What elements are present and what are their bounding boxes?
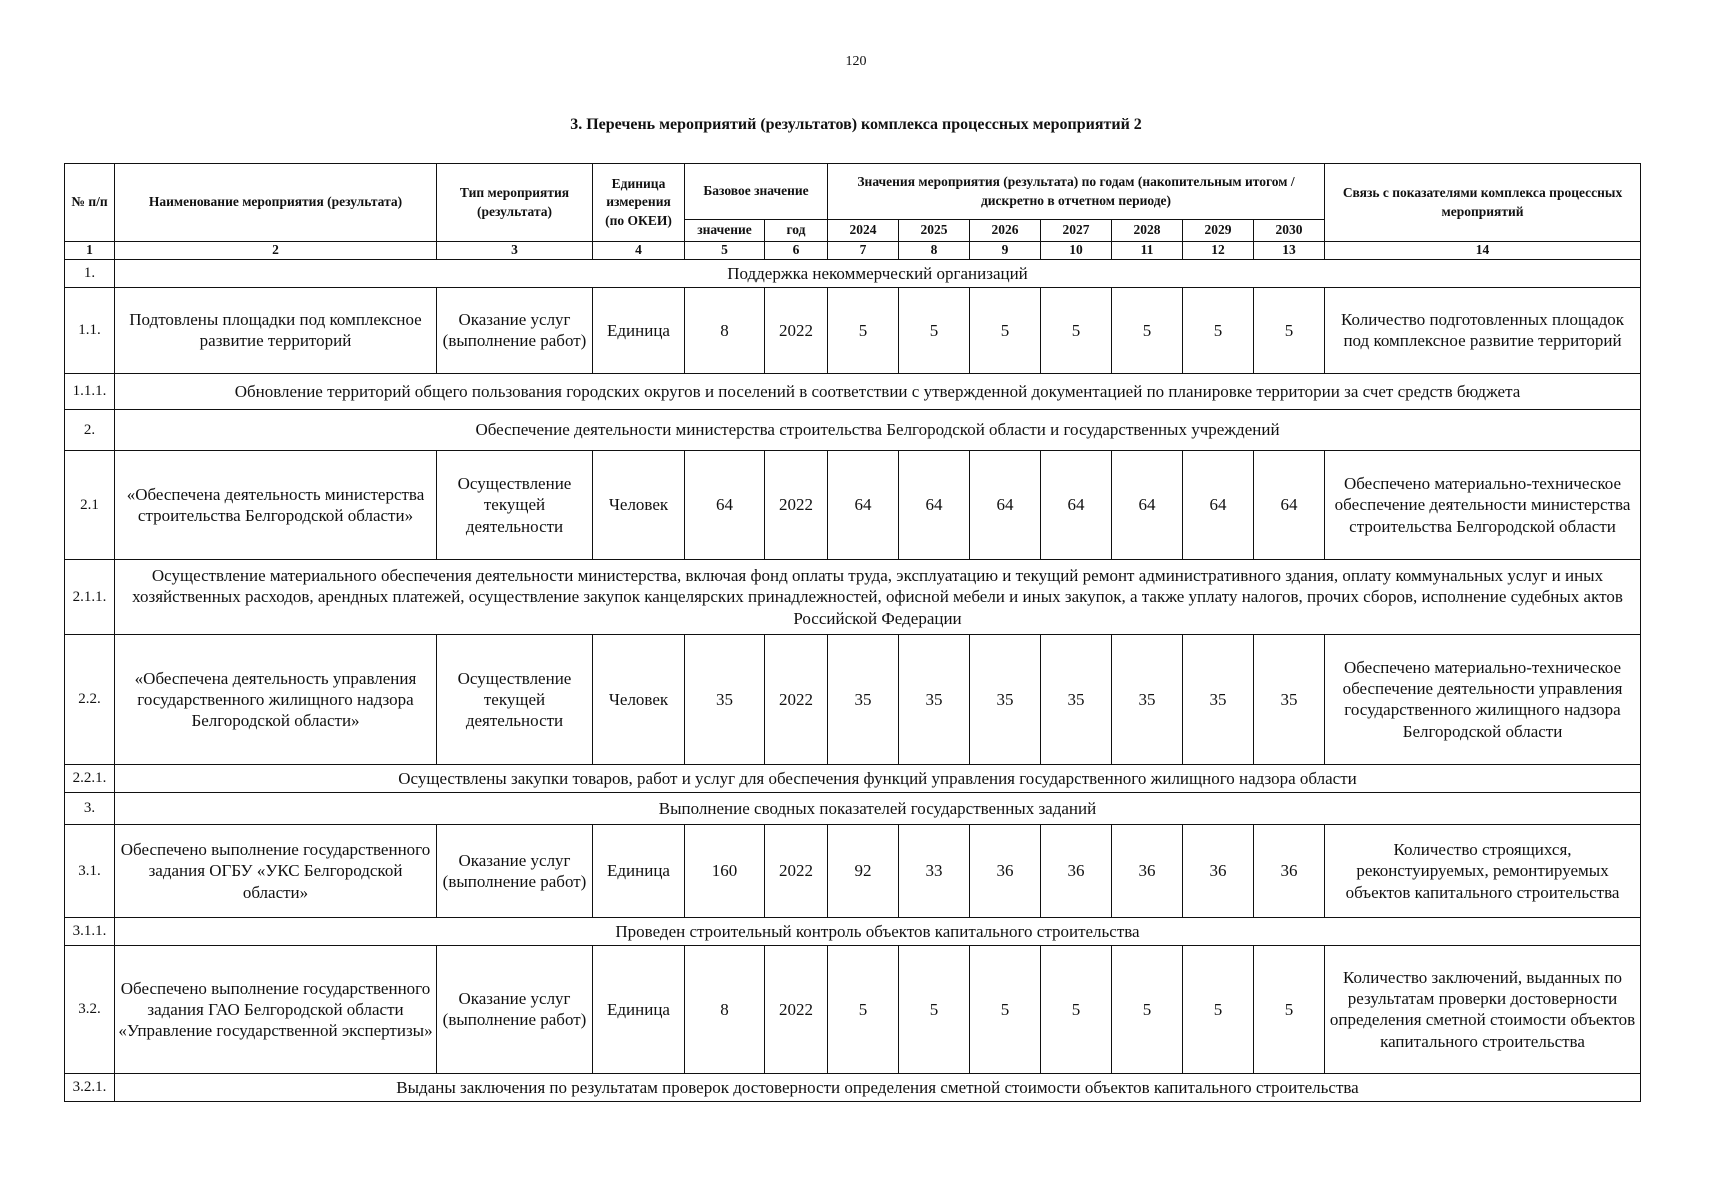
header-years-group: Значения мероприятия (результата) по годам (накопительным итогом / дискретно в отчетном периоде) [828, 164, 1325, 220]
item-name: «Обеспечена деятельность управления государственного жилищного надзора Белгородской области» [115, 634, 437, 764]
item-link: Обеспечено материально-техническое обеспечение деятельности министерства строительства Белгородской области [1325, 450, 1641, 559]
item-year-value: 5 [899, 945, 970, 1073]
item-name: Обеспечено выполнение государственного задания ГАО Белгородской области «Управление государственной экспертизы» [115, 945, 437, 1073]
column-number: 7 [828, 242, 899, 260]
item-link: Обеспечено материально-техническое обеспечение деятельности управления государственного жилищного надзора Белгородской области [1325, 634, 1641, 764]
section-row [65, 409, 1641, 450]
header-name: Наименование мероприятия (результата) [115, 164, 437, 242]
column-number: 1 [65, 242, 115, 260]
column-number: 4 [593, 242, 685, 260]
item-unit: Единица [593, 945, 685, 1073]
item-type: Оказание услуг (выполнение работ) [437, 824, 593, 917]
item-year-value: 64 [1254, 450, 1325, 559]
subitem-text: Обновление территорий общего пользования городских округов и поселений в соответствии с утвержденной документацией по планировке территории за счет средств бюджета [115, 373, 1641, 409]
item-year-value: 64 [899, 450, 970, 559]
item-type: Осуществление текущей деятельности [437, 450, 593, 559]
item-type: Осуществление текущей деятельности [437, 634, 593, 764]
section-row [65, 792, 1641, 824]
column-numbers-row [65, 242, 1641, 260]
subitem-text: Осуществлены закупки товаров, работ и услуг для обеспечения функций управления государственного жилищного надзора области [115, 764, 1641, 792]
item-year-value: 35 [828, 634, 899, 764]
header-year: 2025 [899, 220, 970, 242]
item-year-value: 5 [1183, 287, 1254, 373]
item-base-year: 2022 [765, 450, 828, 559]
item-base-value: 64 [685, 450, 765, 559]
subitem-number: 2.1.1. [65, 559, 115, 634]
item-year-value: 35 [899, 634, 970, 764]
section-row [65, 259, 1641, 287]
header-base-year: год [765, 220, 828, 242]
item-base-year: 2022 [765, 634, 828, 764]
subitem-row [65, 373, 1641, 409]
item-number: 3.1. [65, 824, 115, 917]
item-name: Обеспечено выполнение государственного задания ОГБУ «УКС Белгородской области» [115, 824, 437, 917]
table-row [65, 824, 1641, 917]
item-year-value: 36 [1183, 824, 1254, 917]
table-row [65, 634, 1641, 764]
item-year-value: 5 [970, 945, 1041, 1073]
item-year-value: 35 [1112, 634, 1183, 764]
item-year-value: 5 [1041, 945, 1112, 1073]
item-year-value: 5 [970, 287, 1041, 373]
item-year-value: 64 [970, 450, 1041, 559]
table-row [65, 945, 1641, 1073]
column-number: 14 [1325, 242, 1641, 260]
subitem-number: 1.1.1. [65, 373, 115, 409]
column-number: 11 [1112, 242, 1183, 260]
item-year-value: 64 [1041, 450, 1112, 559]
section-number: 2. [65, 409, 115, 450]
subitem-number: 3.2.1. [65, 1073, 115, 1101]
item-base-year: 2022 [765, 945, 828, 1073]
item-number: 3.2. [65, 945, 115, 1073]
item-link: Количество строящихся, реконстуируемых, ремонтируемых объектов капитального строительства [1325, 824, 1641, 917]
column-number: 6 [765, 242, 828, 260]
item-link: Количество заключений, выданных по результатам проверки достоверности определения сметной стоимости объектов капитального строительства [1325, 945, 1641, 1073]
section-number: 3. [65, 792, 115, 824]
section-number: 1. [65, 259, 115, 287]
item-year-value: 36 [1112, 824, 1183, 917]
column-number: 10 [1041, 242, 1112, 260]
header-year: 2027 [1041, 220, 1112, 242]
header-unit: Единица измерения (по ОКЕИ) [593, 164, 685, 242]
subitem-row [65, 917, 1641, 945]
page-title: 3. Перечень мероприятий (результатов) комплекса процессных мероприятий 2 [570, 116, 1142, 133]
item-unit: Единица [593, 824, 685, 917]
item-year-value: 92 [828, 824, 899, 917]
header-base-value: значение [685, 220, 765, 242]
item-year-value: 35 [1254, 634, 1325, 764]
item-type: Оказание услуг (выполнение работ) [437, 945, 593, 1073]
item-number: 2.1 [65, 450, 115, 559]
item-unit: Человек [593, 450, 685, 559]
item-year-value: 5 [1183, 945, 1254, 1073]
item-year-value: 36 [970, 824, 1041, 917]
header-year: 2024 [828, 220, 899, 242]
column-number: 2 [115, 242, 437, 260]
subitem-row [65, 559, 1641, 634]
item-year-value: 5 [1112, 287, 1183, 373]
item-year-value: 36 [1254, 824, 1325, 917]
header-year: 2030 [1254, 220, 1325, 242]
column-number: 3 [437, 242, 593, 260]
section-title: Поддержка некоммерческий организаций [115, 259, 1641, 287]
item-base-value: 35 [685, 634, 765, 764]
item-base-year: 2022 [765, 824, 828, 917]
item-year-value: 64 [1112, 450, 1183, 559]
item-number: 2.2. [65, 634, 115, 764]
subitem-row [65, 1073, 1641, 1101]
item-year-value: 5 [1112, 945, 1183, 1073]
item-type: Оказание услуг (выполнение работ) [437, 287, 593, 373]
table-row [65, 287, 1641, 373]
item-link: Количество подготовленных площадок под комплексное развитие территорий [1325, 287, 1641, 373]
item-name: Подтовлены площадки под комплексное развитие территорий [115, 287, 437, 373]
header-link: Связь с показателями комплекса процессных мероприятий [1325, 164, 1641, 242]
item-year-value: 5 [828, 945, 899, 1073]
subitem-number: 2.2.1. [65, 764, 115, 792]
section-title: Выполнение сводных показателей государственных заданий [115, 792, 1641, 824]
column-number: 8 [899, 242, 970, 260]
item-base-value: 160 [685, 824, 765, 917]
item-base-value: 8 [685, 287, 765, 373]
header-year: 2026 [970, 220, 1041, 242]
item-base-value: 8 [685, 945, 765, 1073]
section-title: Обеспечение деятельности министерства строительства Белгородской области и государственных учреждений [115, 409, 1641, 450]
subitem-text: Осуществление материального обеспечения деятельности министерства, включая фонд оплаты труда, эксплуатацию и текущий ремонт административного здания, оплату коммунальных услуг и иных хозяйственных расходов, арендных платежей, осуществление закупок канцелярских принадлежностей, офисной мебели и иных закупок, а также уплату налогов, прочих сборов, исполнение судебных актов Российской Федерации [115, 559, 1641, 634]
item-year-value: 35 [1041, 634, 1112, 764]
column-number: 9 [970, 242, 1041, 260]
item-year-value: 36 [1041, 824, 1112, 917]
events-table [64, 163, 1641, 1102]
item-year-value: 64 [1183, 450, 1254, 559]
item-year-value: 5 [899, 287, 970, 373]
subitem-text: Проведен строительный контроль объектов капитального строительства [115, 917, 1641, 945]
subitem-number: 3.1.1. [65, 917, 115, 945]
item-number: 1.1. [65, 287, 115, 373]
item-year-value: 33 [899, 824, 970, 917]
subitem-row [65, 764, 1641, 792]
item-unit: Единица [593, 287, 685, 373]
item-year-value: 35 [970, 634, 1041, 764]
item-name: «Обеспечена деятельность министерства строительства Белгородской области» [115, 450, 437, 559]
header-base: Базовое значение [685, 164, 828, 220]
table-row [65, 450, 1641, 559]
item-year-value: 5 [1254, 945, 1325, 1073]
item-year-value: 5 [828, 287, 899, 373]
item-base-year: 2022 [765, 287, 828, 373]
subitem-text: Выданы заключения по результатам проверок достоверности определения сметной стоимости объектов капитального строительства [115, 1073, 1641, 1101]
item-year-value: 5 [1254, 287, 1325, 373]
item-unit: Человек [593, 634, 685, 764]
header-num: № п/п [65, 164, 115, 242]
header-type: Тип мероприятия (результата) [437, 164, 593, 242]
item-year-value: 5 [1041, 287, 1112, 373]
column-number: 13 [1254, 242, 1325, 260]
header-year: 2029 [1183, 220, 1254, 242]
item-year-value: 64 [828, 450, 899, 559]
column-number: 12 [1183, 242, 1254, 260]
page-number: 120 [845, 54, 867, 69]
header-row [65, 164, 1641, 220]
item-year-value: 35 [1183, 634, 1254, 764]
column-number: 5 [685, 242, 765, 260]
header-year: 2028 [1112, 220, 1183, 242]
